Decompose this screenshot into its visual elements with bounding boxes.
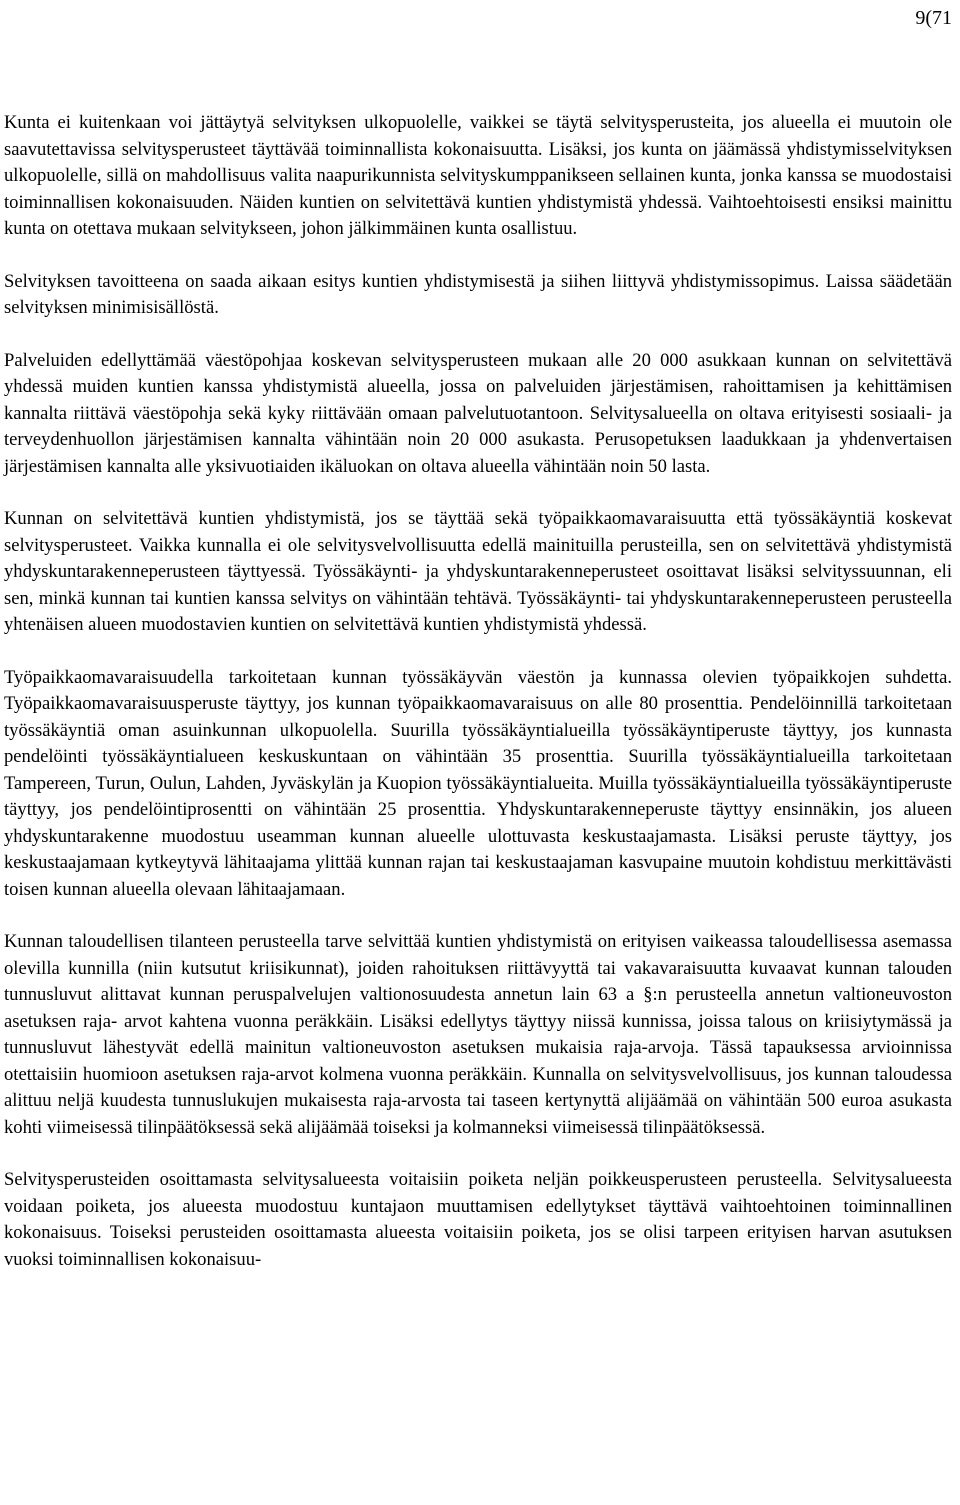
paragraph: Työpaikkaomavaraisuudella tarkoitetaan kunnan työssäkäyvän väestön ja kunnassa olevien työpaikkojen suhdetta. Työpaikkaomavaraisuusperuste täyttyy, jos kunnan työpaikkaomavaraisuus on alle 80 prosenttia. Pendelöinnillä tarkoitetaan työssäkäyntiä oman asuinkunnan ulkopuolella. Suurilla työssäkäyntialueilla työssäkäyntiperuste täyttyy, jos kunnasta pendelöinti työssäkäyntialueen keskuskuntaan on vähintään 35 prosenttia. Suurilla työssäkäyntialueilla tarkoitetaan Tampereen, Turun, Oulun, Lahden, Jyväskylän ja Kuopion työssäkäyntialueita. Muilla työssäkäyntialueilla työssäkäyntiperuste täyttyy, jos pendelöintiprosentti on vähintään 25 prosenttia. Yhdyskuntarakenneperuste täyttyy ensinnäkin, jos alueen yhdyskuntarakenne muodostuu useamman kunnan alueelle ulottuvasta keskustaajamasta. Lisäksi peruste täyttyy, jos keskustaajamaan kytkeytyvä lähitaajama ylittää kunnan rajan tai keskustaajaman kasvupaine muutoin kohdistuu merkittävästi toisen kunnan alueella olevaan lähitaajamaan. — [4, 666, 952, 900]
paragraph: Selvitysperusteiden osoittamasta selvitysalueesta voitaisiin poiketa neljän poikkeusperusteen perusteella. Selvitysalueesta voidaan poiketa, jos alueesta muodostuu kuntajaon muuttamisen edellytykset täyttävä vaihtoehtoinen toiminnallinen kokonaisuus. Toiseksi perusteiden osoittamasta alueesta voitaisiin poiketa, jos se olisi tarpeen erityisen harvan asutuksen vuoksi toiminnallisen kokonaisuu- — [4, 1169, 952, 1270]
page-number: 9(71 — [915, 7, 952, 29]
paragraph: Kunta ei kuitenkaan voi jättäytyä selvityksen ulkopuolelle, vaikkei se täytä selvitysperusteita, jos alueella ei muutoin ole saavutettavissa selvitysperusteet täyttävää toiminnallista kokonaisuutta. Lisäksi, jos kunta on jäämässä yhdistymisselvityksen ulkopuolelle, sillä on mahdollisuus valita naapurikunnista selvityskumppanikseen sellainen kunta, jonka kanssa se muodostaisi toiminnallisen kokonaisuuden. Näiden kuntien on selvitettävä kuntien yhdistymistä yhdessä. Vaihtoehtoisesti ensiksi mainittu kunta on otettava mukaan selvitykseen, johon jälkimmäinen kunta osallistuu. — [4, 112, 952, 239]
paragraph: Selvityksen tavoitteena on saada aikaan esitys kuntien yhdistymisestä ja siihen liittyvä yhdistymissopimus. Laissa säädetään selvityksen minimisisällöstä. — [4, 270, 952, 318]
paragraph: Kunnan taloudellisen tilanteen perusteella tarve selvittää kuntien yhdistymistä on erityisen vaikeassa taloudellisessa asemassa olevilla kunnilla (niin kutsutut kriisikunnat), joiden rahoituksen riittävyyttä tai vakavaraisuutta kuvaavat kunnan talouden tunnusluvut alittavat kunnan peruspalvelujen valtionosuudesta annetun lain 63 a §:n perusteella annetun valtioneuvoston asetuksen raja- arvot kahtena vuonna peräkkäin. Lisäksi edellytys täyttyy niissä kunnissa, joissa talous on kriisiytymässä ja tunnusluvut lähestyvät edellä mainitun valtioneuvoston asetuksen mukaisia raja-arvoja. Tässä tapauksessa arvioinnissa otettaisiin huomioon asetuksen raja-arvot kolmena vuonna peräkkäin. Kunnalla on selvitysvelvollisuus, jos kunnan taloudessa alittuu neljä kuudesta tunnuslukujen mukaisesta raja-arvosta tai taseen kertynyttä alijäämää on vähintään 500 euroa asukasta kohti viimeisessä tilinpäätöksessä sekä alijäämää toiseksi ja kolmanneksi viimeisessä tilinpäätöksessä. — [4, 931, 952, 1138]
document-body — [4, 110, 952, 1273]
paragraph: Palveluiden edellyttämää väestöpohjaa koskevan selvitysperusteen mukaan alle 20 000 asukkaan kunnan on selvitettävä yhdessä muiden kuntien kanssa yhdistymistä alueella, jossa on palveluiden järjestämisen, rahoittamisen ja kehittämisen kannalta riittävä väestöpohja sekä kyky riittävään omaan palvelutuotantoon. Selvitysalueella on oltava erityisesti sosiaali- ja terveydenhuollon järjestämisen kannalta vähintään noin 20 000 asukasta. Perusopetuksen laadukkaan ja yhdenvertaisen järjestämisen kannalta alle yksivuotiaiden ikäluokan on oltava alueella vähintään noin 50 lasta. — [4, 349, 952, 477]
paragraph: Kunnan on selvitettävä kuntien yhdistymistä, jos se täyttää sekä työpaikkaomavaraisuutta että työssäkäyntiä koskevat selvitysperusteet. Vaikka kunnalla ei ole selvitysvelvollisuutta edellä mainituilla perusteilla, sen on selvitettävä yhdistymistä yhdyskuntarakenneperusteen täyttyessä. Työssäkäynti- ja yhdyskuntarakenneperusteet osoittavat lisäksi selvityssuunnan, eli sen, minkä kunnan tai kuntien kanssa selvitys on vähintään tehtävä. Työssäkäynti- tai yhdyskuntarakenneperusteen perusteella yhtenäisen alueen muodostavien kuntien on selvitettävä kuntien yhdistymistä yhdessä. — [4, 508, 952, 635]
